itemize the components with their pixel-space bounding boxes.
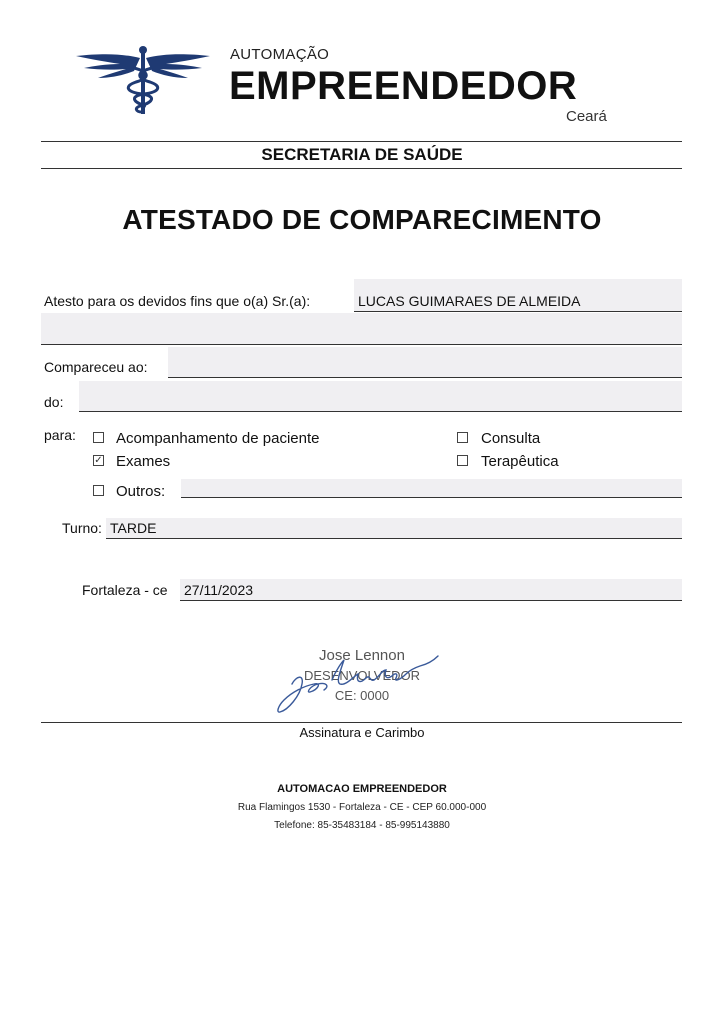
from-field[interactable] [79,381,682,412]
check-icon: ✓ [94,455,103,466]
signer-role: DESENVOLVEDOR [303,668,421,683]
divider-top [41,141,682,142]
handwritten-signature [270,640,450,720]
consultation-label: Consulta [481,430,541,447]
brand-name: EMPREENDEDOR [229,64,578,108]
patient-name-field[interactable] [354,279,682,312]
others-label: Outros: [116,483,166,500]
accompaniment-checkbox[interactable] [93,432,104,443]
department-title: SECRETARIA DE SAÚDE [261,145,463,164]
brand-state: Ceará [566,108,607,125]
patient-name-value: LUCAS GUIMARAES DE ALMEIDA [358,293,581,309]
therapeutic-checkbox[interactable] [457,455,468,466]
place-label: Fortaleza - ce [82,582,168,598]
footer-address: Rua Flamingos 1530 - Fortaleza - CE - CEP 60.000-000 [237,802,487,813]
therapeutic-label: Terapêutica [481,453,559,470]
signature-line [41,722,682,723]
accompaniment-label: Acompanhamento de paciente [116,430,320,447]
caduceus-icon [74,44,212,121]
divider-department [41,168,682,169]
signer-name: Jose Lennon [319,647,405,664]
others-checkbox[interactable] [93,485,104,496]
shift-field[interactable]: TARDE [106,518,682,539]
signer-registry: CE: 0000 [334,688,390,703]
date-field[interactable]: 27/11/2023 [180,579,682,601]
from-label: do: [44,394,64,410]
exams-checkbox[interactable] [93,455,104,466]
signature-caption: Assinatura e Carimbo [299,725,425,740]
brand-small-text: AUTOMAÇÃO [230,46,330,63]
others-field[interactable] [181,479,682,498]
consultation-checkbox[interactable] [457,432,468,443]
attest-label: Atesto para os devidos fins que o(a) Sr.(a): [44,293,311,309]
for-label: para: [44,427,76,443]
attended-label: Compareceu ao: [44,359,148,375]
footer-phone: Telefone: 85-35483184 - 85-995143880 [274,820,450,831]
patient-name-extra-field[interactable] [41,313,682,345]
exams-label: Exames [116,453,171,470]
shift-label: Turno: [62,520,102,536]
document-title: ATESTADO DE COMPARECIMENTO [122,204,602,235]
footer-company: AUTOMACAO EMPREENDEDOR [277,783,447,795]
attended-field[interactable] [168,347,682,378]
